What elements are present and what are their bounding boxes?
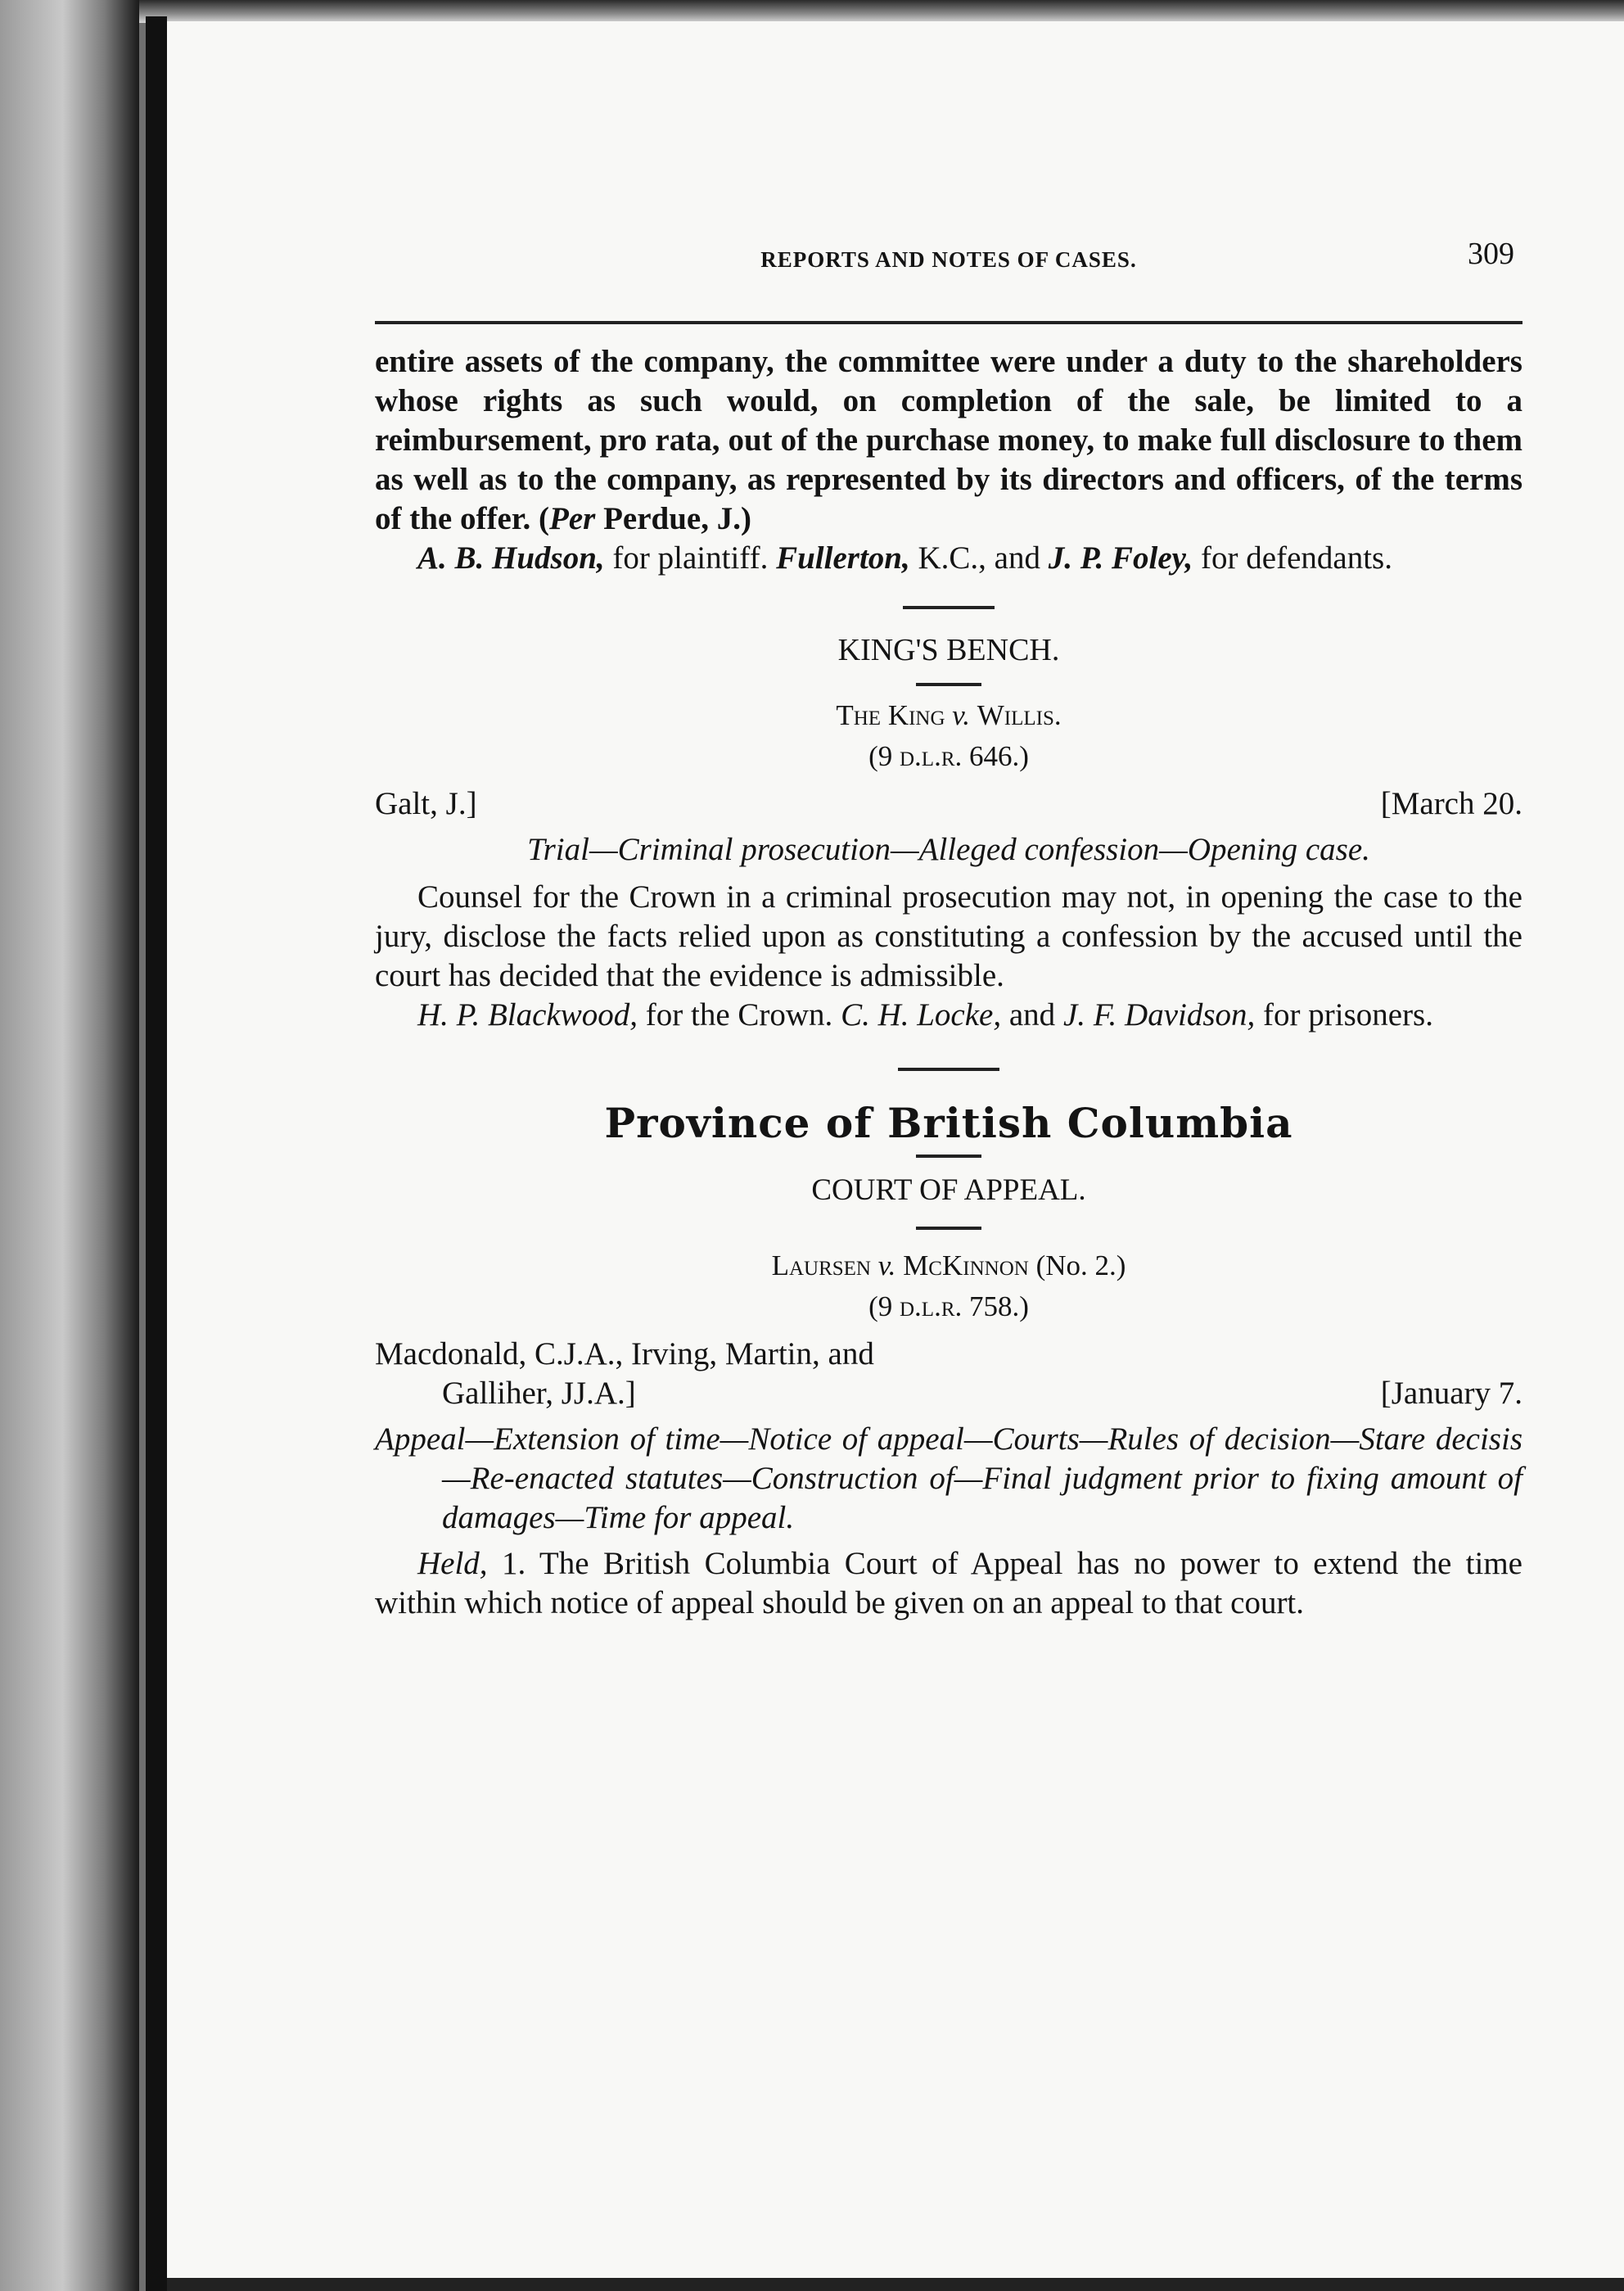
counsel-role: for the Crown. xyxy=(638,997,841,1033)
citation-reporter: d.l.r. xyxy=(900,1290,963,1322)
binding-shadow xyxy=(146,16,167,2291)
case1-per-rest: Perdue, J.) xyxy=(595,501,751,536)
catchwords: Appeal—Extension of time—Notice of appeal—Courts—Rules of decision—Stare decisis—Re-enacted statutes—Construction of—Final judgment prior to fixing amount of damages—Time for appeal. xyxy=(375,1421,1522,1535)
counsel-name: C. H. Locke, xyxy=(841,997,1002,1033)
case1-para-text: entire assets of the company, the committee were under a duty to the shareholders whose rights as such would, on completion of the sale, be limited to a reimbursement, pro rata, out of the purchase money, to make full disclosure to them as well as to the company, as represented by its directors and officers, of the terms of the offer. xyxy=(375,344,1522,536)
citation-reporter: d.l.r. xyxy=(900,740,963,772)
case-citation xyxy=(375,1287,1522,1326)
case1-counsel xyxy=(375,539,1522,578)
court-heading: COURT OF APPEAL. xyxy=(811,1173,1086,1207)
counsel-name: A. B. Hudson, xyxy=(417,540,605,576)
counsel-role: K.C., and xyxy=(909,540,1049,576)
judge-date-row xyxy=(375,1374,1522,1413)
counsel-role: for plaintiff. xyxy=(604,540,777,576)
case1-per-open: ( xyxy=(539,501,549,536)
page-number: 309 xyxy=(1468,237,1514,271)
case-number: (No. 2.) xyxy=(1028,1249,1126,1281)
decision-date: [January 7. xyxy=(1380,1376,1522,1411)
book-page xyxy=(167,21,1624,2291)
party-b: Willis. xyxy=(977,699,1062,731)
counsel-role: and xyxy=(1001,997,1063,1033)
versus: v. xyxy=(945,699,977,731)
judges-line-1: Macdonald, C.J.A., Irving, Martin, and xyxy=(375,1336,874,1371)
running-title: REPORTS AND NOTES OF CASES. xyxy=(760,247,1137,272)
scan-left-edge xyxy=(0,0,139,2291)
counsel-role: for prisoners. xyxy=(1255,997,1433,1033)
case-style xyxy=(375,696,1522,735)
judge-date-row xyxy=(375,784,1522,824)
header-rule xyxy=(375,321,1522,324)
running-head xyxy=(375,236,1522,277)
held-word: Held, xyxy=(417,1546,488,1581)
case-citation xyxy=(375,737,1522,776)
counsel-name: Fullerton, xyxy=(776,540,910,576)
held-text: 1. The British Columbia Court of Appeal has no power to extend the time within which notice of appeal should be given on an appeal to that court. xyxy=(375,1546,1522,1620)
case-style xyxy=(375,1246,1522,1286)
counsel-name: H. P. Blackwood, xyxy=(417,997,638,1033)
body-text xyxy=(375,342,1522,1623)
counsel-name: J. F. Davidson, xyxy=(1062,997,1256,1033)
judge: Galt, J.] xyxy=(375,786,477,821)
case1-paragraph xyxy=(375,342,1522,539)
court-heading: KING'S BENCH. xyxy=(837,633,1060,667)
case1-per-word: Per xyxy=(549,501,596,536)
citation-open: (9 xyxy=(868,1290,900,1322)
party-b: McKinnon xyxy=(903,1249,1029,1281)
decision-date: [March 20. xyxy=(1380,786,1522,821)
party-a: Laursen xyxy=(771,1249,871,1281)
catchwords: Trial—Criminal prosecution—Alleged confession—Opening case. xyxy=(527,832,1370,867)
citation-close: 758.) xyxy=(962,1290,1029,1322)
counsel-name: J. P. Foley, xyxy=(1048,540,1193,576)
counsel-role: for defendants. xyxy=(1193,540,1392,576)
citation-open: (9 xyxy=(868,740,900,772)
citation-close: 646.) xyxy=(962,740,1029,772)
province-heading: Province of British Columbia xyxy=(604,1099,1293,1147)
case2-counsel xyxy=(375,996,1522,1035)
party-a: The King xyxy=(836,699,945,731)
holding: Counsel for the Crown in a criminal prosecution may not, in opening the case to the jury, disclose the facts relied upon as constituting a confession by the accused until the court has decided that the evidence is admissible. xyxy=(375,879,1522,993)
judges-line-2: Galliher, JJ.A.] xyxy=(442,1376,636,1411)
versus: v. xyxy=(871,1249,904,1281)
scan-top-edge xyxy=(139,0,1624,23)
holding xyxy=(375,1544,1522,1623)
